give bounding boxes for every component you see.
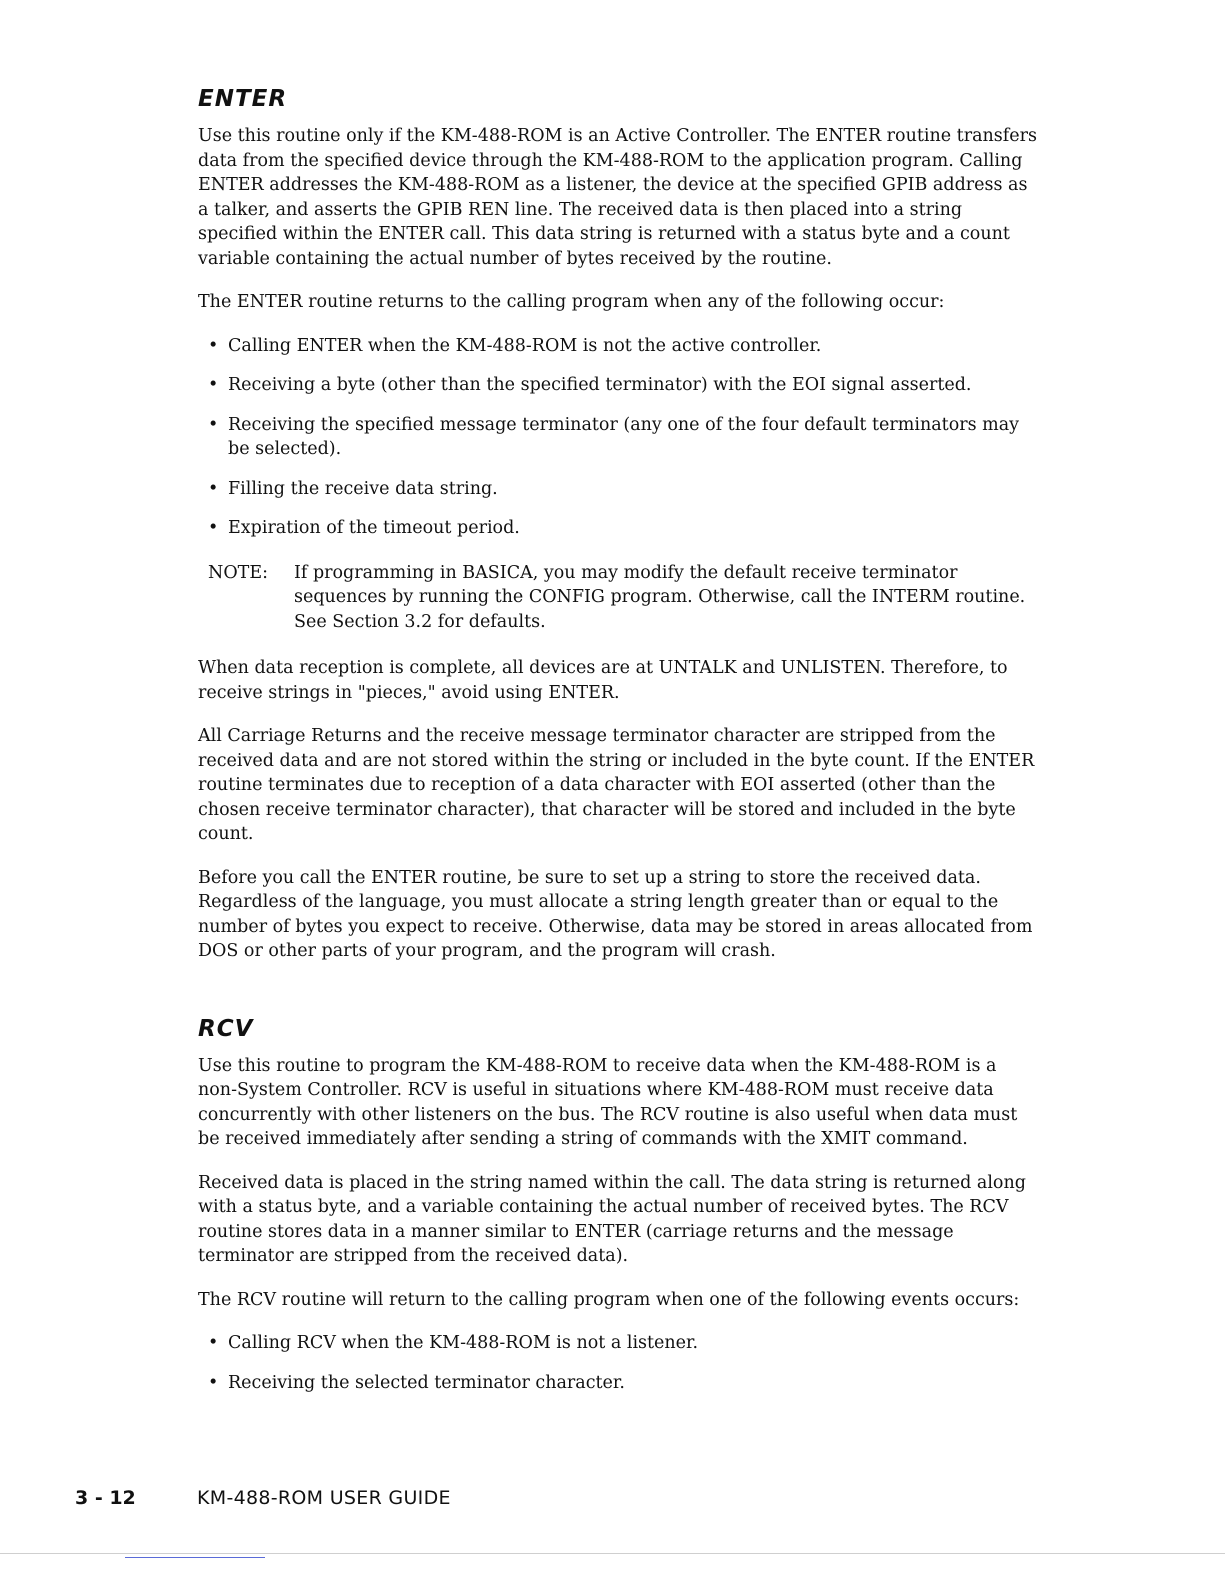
list-item-text: Calling RCV when the KM-488-ROM is not a listener. bbox=[228, 1333, 699, 1353]
list-item-text: Expiration of the timeout period. bbox=[228, 518, 520, 538]
list-item bbox=[204, 516, 1038, 541]
page-content bbox=[198, 86, 1038, 1410]
enter-paragraph-5: Before you call the ENTER routine, be sure to set up a string to store the received data. Regardless of the language, you must allocate a string length greater than or equal to the number of bytes you expect to receive. Otherwise, data may be stored in areas allocated from DOS or other parts of your program, and the program will crash. bbox=[198, 867, 1033, 961]
list-item-text: Receiving a byte (other than the specified terminator) with the EOI signal asserted. bbox=[228, 375, 972, 395]
bottom-link-underline bbox=[125, 1557, 265, 1558]
page-footer bbox=[75, 1487, 451, 1509]
page-number: 3 - 12 bbox=[75, 1487, 136, 1509]
bullet-icon: • bbox=[208, 478, 219, 499]
enter-return-conditions-list bbox=[204, 334, 1038, 541]
rcv-paragraph-3: The RCV routine will return to the calling program when one of the following events occurs: bbox=[198, 1289, 1020, 1310]
list-item bbox=[204, 1371, 1038, 1396]
list-item-text: Filling the receive data string. bbox=[228, 478, 498, 499]
list-item bbox=[204, 477, 1038, 502]
rcv-return-conditions-list bbox=[204, 1331, 1038, 1395]
list-item bbox=[204, 334, 1038, 359]
enter-paragraph-4: All Carriage Returns and the receive message terminator character are stripped from the received data and are not stored within the string or included in the byte count. If the ENTER routine terminates due to reception of a data character with EOI asserted (other than the chosen receive terminator character), that character will be stored and included in the byte count. bbox=[198, 726, 1035, 844]
list-item bbox=[204, 1331, 1038, 1356]
enter-paragraph-3: When data reception is complete, all devices are at UNTALK and UNLISTEN. Therefore, to receive strings in "pieces," avoid using ENTER. bbox=[198, 658, 1008, 703]
bullet-icon: • bbox=[208, 414, 219, 435]
list-item bbox=[204, 373, 1038, 398]
enter-paragraph-1: Use this routine only if the KM-488-ROM is an Active Controller. The ENTER routine transfers data from the specified device through the KM-488-ROM to the application program. Calling ENTER addresses the KM-488-ROM as a listener, the device at the specified GPIB address as a talker, and asserts the GPIB REN line. The received data is then placed into a string specified within the ENTER call. This data string is returned with a status byte and a count variable containing the actual number of bytes received by the routine. bbox=[198, 126, 1037, 269]
bullet-icon: • bbox=[208, 1333, 219, 1353]
list-item-text: Receiving the specified message terminator (any one of the four default terminators may be selected). bbox=[228, 414, 1020, 459]
enter-paragraph-2: The ENTER routine returns to the calling program when any of the following occur: bbox=[198, 292, 945, 312]
bullet-icon: • bbox=[208, 375, 219, 395]
rcv-paragraph-2: Received data is placed in the string named within the call. The data string is returned along with a status byte, and a variable containing the actual number of received bytes. The RCV routine stores data in a manner similar to ENTER (carriage returns and the message terminator are stripped from the received data). bbox=[198, 1172, 1026, 1266]
bullet-icon: • bbox=[208, 335, 219, 356]
list-item bbox=[204, 413, 1038, 462]
rcv-heading: RCV bbox=[198, 1015, 254, 1042]
note-block bbox=[208, 561, 1038, 635]
bullet-icon: • bbox=[208, 518, 219, 538]
rcv-paragraph-1: Use this routine to program the KM-488-ROM to receive data when the KM-488-ROM is a non-System Controller. RCV is useful in situations where KM-488-ROM must receive data concurrently with other listeners on the bus. The RCV routine is also useful when data must be received immediately after sending a string of commands with the XMIT command. bbox=[198, 1055, 1018, 1149]
list-item-text: Calling ENTER when the KM-488-ROM is not the active controller. bbox=[228, 335, 822, 356]
note-label: NOTE: bbox=[208, 562, 269, 583]
list-item-text: Receiving the selected terminator character. bbox=[228, 1372, 625, 1393]
bottom-divider bbox=[0, 1553, 1225, 1554]
enter-heading: ENTER bbox=[198, 86, 288, 112]
note-text: If programming in BASICA, you may modify the default receive terminator sequences by running the CONFIG program. Otherwise, call the INTERM routine. See Section 3.2 for defaults. bbox=[294, 562, 1026, 632]
footer-title: KM-488-ROM USER GUIDE bbox=[197, 1487, 451, 1509]
bullet-icon: • bbox=[208, 1372, 219, 1393]
